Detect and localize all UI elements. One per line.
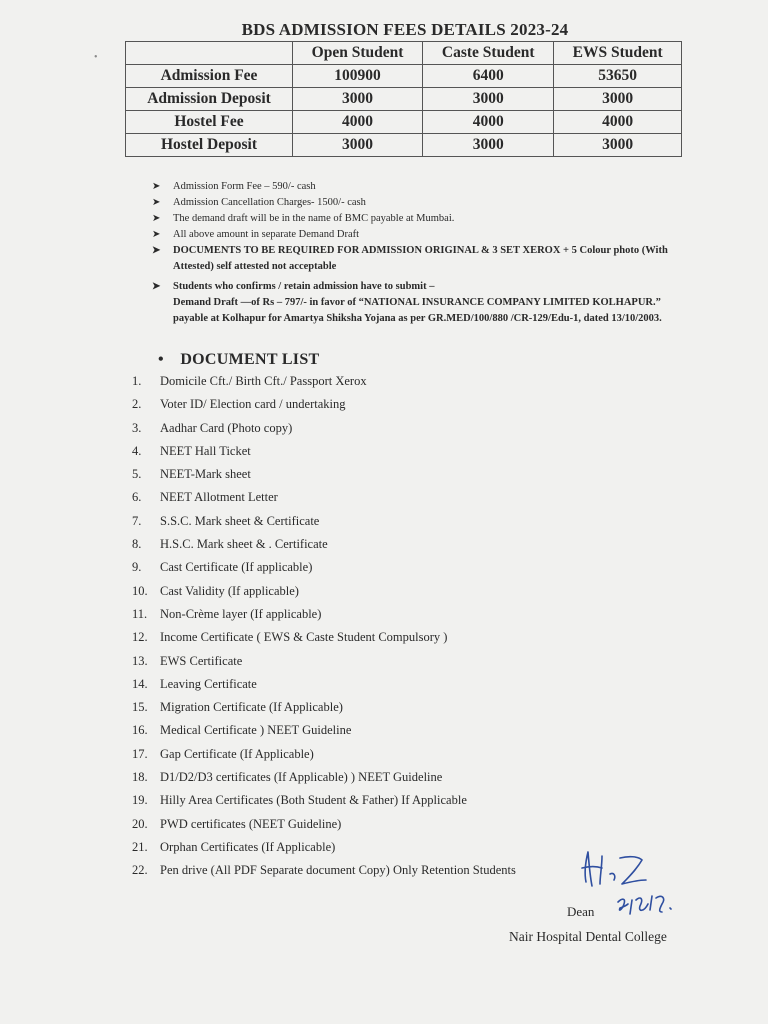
document-number: 12.: [132, 630, 148, 645]
document-text: Medical Certificate ) NEET Guideline: [160, 723, 352, 738]
note-text: Admission Form Fee – 590/- cash: [173, 181, 316, 192]
document-number: 22.: [132, 863, 148, 878]
document-list-item: [132, 652, 516, 675]
document-number: 14.: [132, 676, 148, 691]
note-item: [152, 211, 682, 227]
fee-table-header-open: Open Student: [293, 42, 423, 65]
document-text: Aadhar Card (Photo copy): [160, 420, 293, 435]
note-text: Admission Cancellation Charges- 1500/- cash: [173, 197, 366, 208]
note-item-retain: [152, 279, 682, 327]
fee-table-header-ews: EWS Student: [554, 42, 682, 65]
document-number: 11.: [132, 606, 148, 621]
document-number: 9.: [132, 560, 142, 575]
document-text: Pen drive (All PDF Separate document Copy) Only Retention Students: [160, 863, 516, 878]
document-list-item: [132, 628, 516, 651]
note-text: DOCUMENTS TO BE REQUIRED FOR ADMISSION ORIGINAL & 3 SET XEROX + 5 Colour photo (With Attested) self attested not acceptable: [173, 245, 668, 272]
fee-cell: 3000: [293, 134, 423, 157]
document-list-item: [132, 512, 516, 535]
document-list-heading: [158, 351, 320, 369]
fee-cell: 53650: [554, 65, 682, 88]
document-list-item: [132, 698, 516, 721]
fee-table-header-caste: Caste Student: [423, 42, 554, 65]
note-item-documents: [152, 243, 682, 275]
fee-row-label: Admission Deposit: [126, 88, 293, 111]
document-text: Non-Crème layer (If applicable): [160, 606, 322, 621]
document-list-item: [132, 791, 516, 814]
document-number: 6.: [132, 490, 142, 505]
fee-table-header-blank: [126, 42, 293, 65]
fee-row-admission-deposit: [126, 88, 682, 111]
document-number: 17.: [132, 746, 148, 761]
document-list-item: [132, 838, 516, 861]
document-text: D1/D2/D3 certificates (If Applicable) ) NEET Guideline: [160, 770, 443, 785]
document-list-item: [132, 675, 516, 698]
document-number: 1.: [132, 374, 142, 388]
note-item: [152, 227, 682, 243]
document-list-item: [132, 488, 516, 511]
fee-cell: 3000: [293, 88, 423, 111]
fee-cell: 6400: [423, 65, 554, 88]
bullet-icon: •: [158, 351, 164, 368]
document-text: H.S.C. Mark sheet & . Certificate: [160, 537, 328, 552]
document-number: 5.: [132, 467, 142, 482]
note-text: All above amount in separate Demand Draft: [173, 229, 360, 240]
document-text: Migration Certificate (If Applicable): [160, 700, 343, 715]
document-list-item: [132, 815, 516, 838]
fee-cell: 4000: [423, 111, 554, 134]
document-number: 10.: [132, 583, 148, 598]
arrow-bullet-icon: ➤: [152, 181, 161, 192]
document-text: Cast Validity (If applicable): [160, 583, 299, 598]
arrow-bullet-icon: ➤: [152, 213, 161, 224]
arrow-bullet-icon: ➤: [152, 229, 161, 240]
scan-speck: •: [94, 52, 98, 63]
arrow-bullet-icon: ➤: [152, 197, 161, 208]
fee-cell: 3000: [423, 88, 554, 111]
document-text: Gap Certificate (If Applicable): [160, 746, 314, 761]
document-number: 4.: [132, 443, 142, 458]
document-number: 13.: [132, 653, 148, 668]
signatory-designation: Dean: [567, 904, 595, 919]
fee-row-label: Admission Fee: [126, 65, 293, 88]
document-text: Cast Certificate (If applicable): [160, 560, 313, 575]
document-number: 20.: [132, 816, 148, 831]
document-list-item: [132, 745, 516, 768]
note-item: [152, 179, 682, 195]
document-list-item: [132, 442, 516, 465]
document-text: EWS Certificate: [160, 653, 243, 668]
document-text: S.S.C. Mark sheet & Certificate: [160, 513, 320, 528]
document-list-heading-text: DOCUMENT LIST: [180, 351, 320, 368]
fee-table: [125, 41, 682, 157]
document-list-item: [132, 605, 516, 628]
document-list-item: [132, 419, 516, 442]
fee-cell: 4000: [554, 111, 682, 134]
document-number: 15.: [132, 700, 148, 715]
document-text: NEET Hall Ticket: [160, 443, 251, 458]
document-number: 3.: [132, 420, 142, 435]
document-text: NEET Allotment Letter: [160, 490, 278, 505]
notes-list: [152, 179, 682, 327]
document-text: NEET-Mark sheet: [160, 467, 251, 482]
document-list-item: [132, 861, 516, 884]
document-list-item: [132, 768, 516, 791]
document-number: 8.: [132, 537, 142, 552]
fee-cell: 3000: [423, 134, 554, 157]
document-text: Hilly Area Certificates (Both Student & Father) If Applicable: [160, 793, 467, 808]
fee-row-hostel-deposit: [126, 134, 682, 157]
document-list-item: [132, 558, 516, 581]
document-list-item: [132, 721, 516, 744]
signatory-institution: Nair Hospital Dental College: [509, 929, 667, 944]
document-number: 16.: [132, 723, 148, 738]
document-list-item: [132, 582, 516, 605]
document-text: Income Certificate ( EWS & Caste Student Compulsory ): [160, 630, 448, 645]
document-text: Voter ID/ Election card / undertaking: [160, 397, 346, 412]
document-number: 7.: [132, 513, 142, 528]
document-list-item: [132, 535, 516, 558]
fee-row-label: Hostel Fee: [126, 111, 293, 134]
arrow-bullet-icon: ➤: [152, 281, 161, 292]
document-number: 2.: [132, 397, 142, 412]
document-number: 18.: [132, 770, 148, 785]
note-text: Students who confirms / retain admission have to submit –: [173, 281, 435, 292]
signature-icon: [578, 846, 688, 918]
note-text: The demand draft will be in the name of BMC payable at Mumbai.: [173, 213, 455, 224]
fee-row-admission-fee: [126, 65, 682, 88]
arrow-bullet-icon: ➤: [152, 245, 161, 256]
document-number: 19.: [132, 793, 148, 808]
document-list-item: [132, 395, 516, 418]
document-list-item: [132, 465, 516, 488]
fee-cell: 4000: [293, 111, 423, 134]
fee-cell: 3000: [554, 134, 682, 157]
fee-table-header-row: [126, 42, 682, 65]
document-number: 21.: [132, 839, 148, 854]
page-title: BDS ADMISSION FEES DETAILS 2023-24: [241, 20, 569, 39]
fee-row-label: Hostel Deposit: [126, 134, 293, 157]
document-text: PWD certificates (NEET Guideline): [160, 816, 342, 831]
document-text: Orphan Certificates (If Applicable): [160, 839, 336, 854]
document-list-item: [132, 372, 516, 395]
document-text: Leaving Certificate: [160, 676, 257, 691]
fee-cell: 100900: [293, 65, 423, 88]
fee-cell: 3000: [554, 88, 682, 111]
demand-draft-text: Demand Draft —of Rs – 797/- in favor of “NATIONAL INSURANCE COMPANY LIMITED KOLHAPUR.” payable at Kolhapur for Amartya Shiksha Yojana as per GR.MED/100/880 /CR-129/Edu-1, dated 13/10/2003.: [173, 297, 662, 324]
fee-row-hostel-fee: [126, 111, 682, 134]
document-text: Domicile Cft./ Birth Cft./ Passport Xerox: [160, 374, 367, 388]
document-list: [132, 372, 516, 885]
note-item: [152, 195, 682, 211]
